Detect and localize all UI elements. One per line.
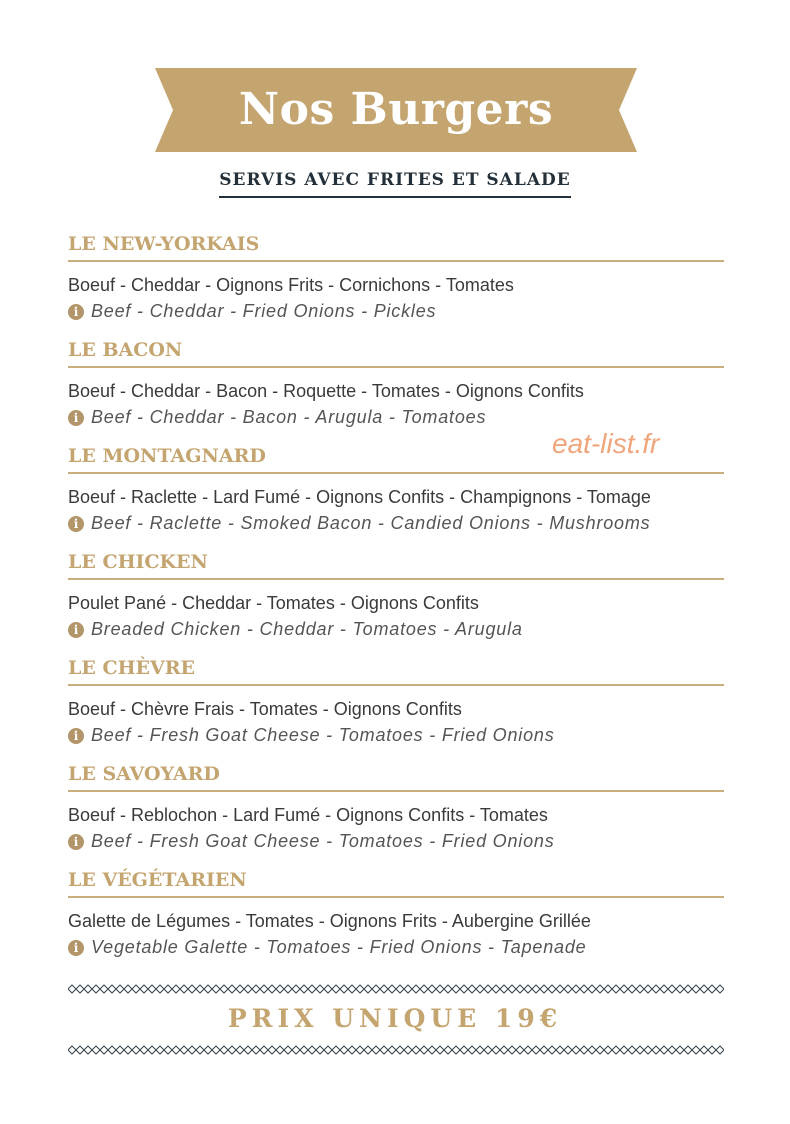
menu-item bbox=[68, 758, 724, 864]
menu-item-ingredients-en: Beef - Cheddar - Fried Onions - Pickles bbox=[91, 301, 437, 321]
menu-item-name: LE SAVOYARD bbox=[68, 758, 724, 792]
subtitle-container bbox=[0, 170, 790, 198]
menu-item-ingredients-fr: Boeuf - Raclette - Lard Fumé - Oignons Confits - Champignons - Tomage bbox=[68, 487, 651, 507]
menu-item-ingredients-en-row bbox=[68, 828, 724, 854]
watermark-text: eat-list.fr bbox=[552, 428, 660, 459]
burger-menu-list bbox=[68, 228, 724, 970]
info-icon: i bbox=[68, 516, 84, 532]
info-icon: i bbox=[68, 940, 84, 956]
menu-item-name: LE MONTAGNARD bbox=[68, 440, 724, 474]
info-icon: i bbox=[68, 304, 84, 320]
menu-item bbox=[68, 334, 724, 440]
menu-item-ingredients-fr: Poulet Pané - Cheddar - Tomates - Oignons Confits bbox=[68, 593, 479, 613]
info-icon: i bbox=[68, 410, 84, 426]
menu-item-ingredients-en-row bbox=[68, 722, 724, 748]
menu-item-name: LE NEW-YORKAIS bbox=[68, 228, 724, 262]
menu-item-ingredients-en-row bbox=[68, 510, 724, 536]
menu-item-ingredients-en-row bbox=[68, 616, 724, 642]
menu-item-ingredients-en: Beef - Raclette - Smoked Bacon - Candied Onions - Mushrooms bbox=[91, 513, 651, 533]
menu-item-name: LE BACON bbox=[68, 334, 724, 368]
menu-item-ingredients-fr: Boeuf - Cheddar - Bacon - Roquette - Tomates - Oignons Confits bbox=[68, 381, 584, 401]
menu-item-ingredients-en: Beef - Fresh Goat Cheese - Tomatoes - Fried Onions bbox=[91, 725, 555, 745]
menu-item bbox=[68, 864, 724, 970]
menu-item-ingredients-fr: Galette de Légumes - Tomates - Oignons Frits - Aubergine Grillée bbox=[68, 911, 591, 931]
menu-item-name: LE VÉGÉTARIEN bbox=[68, 864, 724, 898]
info-icon: i bbox=[68, 728, 84, 744]
diamond-divider-top bbox=[68, 983, 724, 995]
menu-item-ingredients-en: Beef - Cheddar - Bacon - Arugula - Tomatoes bbox=[91, 407, 487, 427]
info-icon: i bbox=[68, 834, 84, 850]
menu-item-ingredients-en: Vegetable Galette - Tomatoes - Fried Onions - Tapenade bbox=[91, 937, 587, 957]
menu-item-ingredients-en: Breaded Chicken - Cheddar - Tomatoes - Arugula bbox=[91, 619, 523, 639]
price-label: PRIX UNIQUE 19€ bbox=[227, 1004, 563, 1033]
menu-item-name: LE CHICKEN bbox=[68, 546, 724, 580]
menu-item-ingredients-en-row bbox=[68, 404, 724, 430]
page-subtitle: SERVIS AVEC FRITES ET SALADE bbox=[219, 170, 570, 198]
menu-item-ingredients-en-row bbox=[68, 934, 724, 960]
menu-item bbox=[68, 546, 724, 652]
menu-item-ingredients-en-row bbox=[68, 298, 724, 324]
title-banner bbox=[155, 68, 637, 152]
menu-item bbox=[68, 228, 724, 334]
menu-item-ingredients-fr: Boeuf - Reblochon - Lard Fumé - Oignons Confits - Tomates bbox=[68, 805, 548, 825]
info-icon: i bbox=[68, 622, 84, 638]
menu-item-ingredients-fr: Boeuf - Chèvre Frais - Tomates - Oignons Confits bbox=[68, 699, 462, 719]
page-title: Nos Burgers bbox=[238, 84, 554, 135]
menu-item bbox=[68, 652, 724, 758]
menu-item-name: LE CHÈVRE bbox=[68, 652, 724, 686]
menu-item-ingredients-fr: Boeuf - Cheddar - Oignons Frits - Cornichons - Tomates bbox=[68, 275, 514, 295]
menu-item-ingredients-en: Beef - Fresh Goat Cheese - Tomatoes - Fried Onions bbox=[91, 831, 555, 851]
diamond-divider-bottom bbox=[68, 1044, 724, 1056]
